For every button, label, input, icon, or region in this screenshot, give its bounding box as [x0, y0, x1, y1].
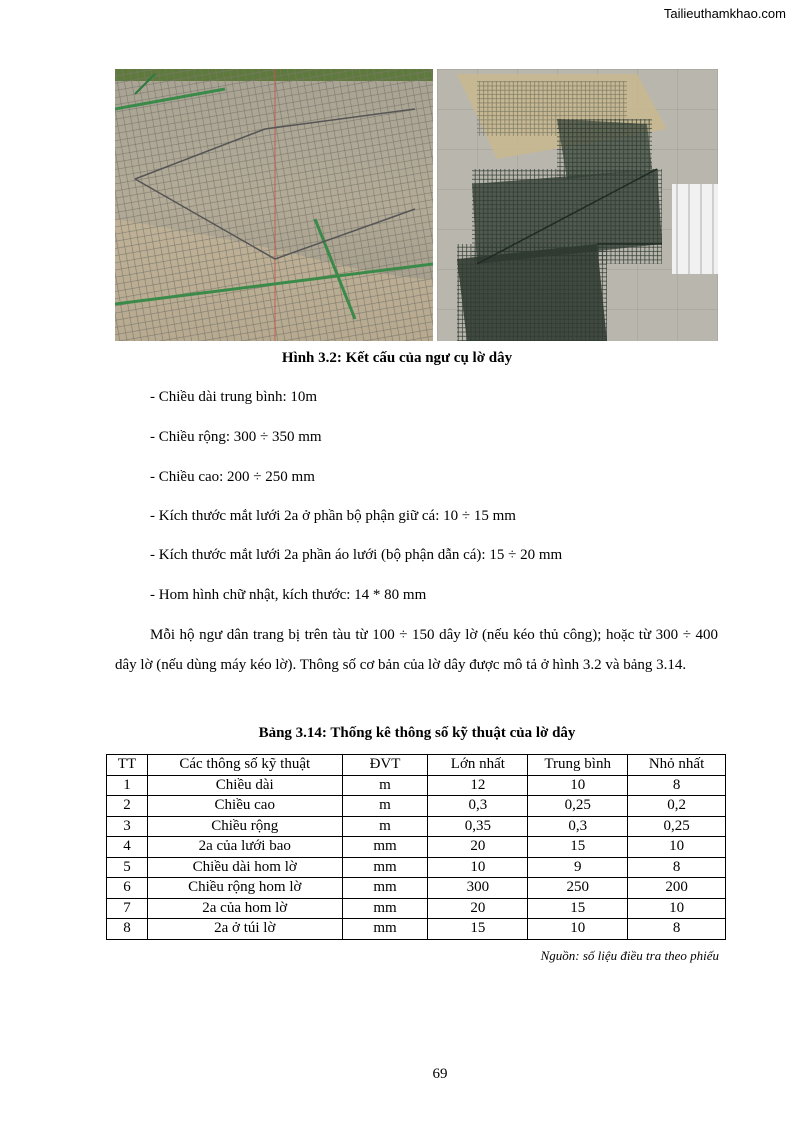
table-cell: 7 [107, 898, 148, 919]
table-cell: 2a ở túi lờ [147, 919, 342, 940]
table-cell: 0,2 [628, 796, 726, 817]
watermark: Tailieuthamkhao.com [663, 6, 786, 21]
table-source-note: Nguồn: số liệu điều tra theo phiếu [540, 948, 719, 963]
table-cell: 15 [528, 898, 628, 919]
table-cell: 8 [628, 775, 726, 796]
table-row [107, 898, 726, 919]
table-cell: 20 [428, 898, 528, 919]
table-row [107, 775, 726, 796]
table-cell: 10 [628, 898, 726, 919]
table-cell: 0,35 [428, 816, 528, 837]
table-cell: 5 [107, 857, 148, 878]
table-cell: m [342, 796, 428, 817]
table-cell: 2 [107, 796, 148, 817]
table-cell: Chiều dài [147, 775, 342, 796]
table-cell: 6 [107, 878, 148, 899]
table-cell: 15 [528, 837, 628, 858]
table-cell: 2a của hom lờ [147, 898, 342, 919]
spec-bullet: - Chiều cao: 200 ÷ 250 mm [150, 469, 315, 485]
header-cell: Lớn nhất [428, 755, 528, 776]
table-row [107, 816, 726, 837]
table-cell: 0,3 [528, 816, 628, 837]
table-cell: 8 [628, 919, 726, 940]
header-cell: Nhỏ nhất [628, 755, 726, 776]
spec-bullet: - Kích thước mắt lưới 2a ở phần bộ phận giữ cá: 10 ÷ 15 mm [150, 508, 516, 524]
table-cell: 15 [428, 919, 528, 940]
net-mesh-photo [115, 69, 433, 341]
table-row [107, 857, 726, 878]
table-row [107, 878, 726, 899]
header-cell: TT [107, 755, 148, 776]
table-title: Bảng 3.14: Thống kê thông số kỹ thuật của lờ dây [258, 725, 576, 741]
table-cell: 200 [628, 878, 726, 899]
spec-table [106, 754, 726, 940]
table-cell: 10 [628, 837, 726, 858]
table-cell: mm [342, 878, 428, 899]
table-cell: Chiều rộng hom lờ [147, 878, 342, 899]
table-cell: 12 [428, 775, 528, 796]
table-cell: 0,25 [628, 816, 726, 837]
table-cell: Chiều rộng [147, 816, 342, 837]
header-cell: ĐVT [342, 755, 428, 776]
table-cell: 0,3 [428, 796, 528, 817]
table-row [107, 796, 726, 817]
page-number: 69 [432, 1066, 448, 1082]
table-cell: 10 [528, 919, 628, 940]
table-row [107, 837, 726, 858]
table-cell: 250 [528, 878, 628, 899]
table-cell: mm [342, 898, 428, 919]
spec-bullet: - Chiều dài trung bình: 10m [150, 389, 318, 405]
table-cell: 300 [428, 878, 528, 899]
trap-cages-photo [437, 69, 718, 341]
table-cell: m [342, 775, 428, 796]
spec-bullet: - Chiều rộng: 300 ÷ 350 mm [150, 429, 322, 445]
table-cell: mm [342, 919, 428, 940]
table-cell: m [342, 816, 428, 837]
body-paragraph-text: Mỗi hộ ngư dân trang bị trên tàu từ 100 ÷ 150 dây lờ (nếu kéo thủ công); hoặc từ 300 ÷ 400 dây lờ (nếu dùng máy kéo lờ). Thông số cơ bản của lờ dây được mô tả ở hình 3.2 và bảng 3.14. [115, 627, 718, 673]
table-cell: 20 [428, 837, 528, 858]
table-cell: Chiều cao [147, 796, 342, 817]
table-cell: 2a của lưới bao [147, 837, 342, 858]
header-cell: Trung bình [528, 755, 628, 776]
header-cell: Các thông số kỹ thuật [147, 755, 342, 776]
table-header-row [107, 755, 726, 776]
table-row [107, 919, 726, 940]
table-cell: 10 [428, 857, 528, 878]
table-cell: 1 [107, 775, 148, 796]
table-cell: mm [342, 837, 428, 858]
table-cell: 4 [107, 837, 148, 858]
table-cell: 3 [107, 816, 148, 837]
table-cell: 0,25 [528, 796, 628, 817]
table-cell: 8 [107, 919, 148, 940]
figure-photos [115, 69, 718, 341]
table-cell: mm [342, 857, 428, 878]
table-cell: 10 [528, 775, 628, 796]
figure-caption: Hình 3.2: Kết cấu của ngư cụ lờ dây [281, 350, 513, 366]
table-cell: 8 [628, 857, 726, 878]
spec-bullet: - Hom hình chữ nhật, kích thước: 14 * 80 mm [150, 587, 427, 603]
table-cell: Chiều dài hom lờ [147, 857, 342, 878]
table-cell: 9 [528, 857, 628, 878]
spec-bullet: - Kích thước mắt lưới 2a phần áo lưới (bộ phận dẫn cá): 15 ÷ 20 mm [150, 547, 563, 563]
body-paragraph [115, 620, 718, 680]
